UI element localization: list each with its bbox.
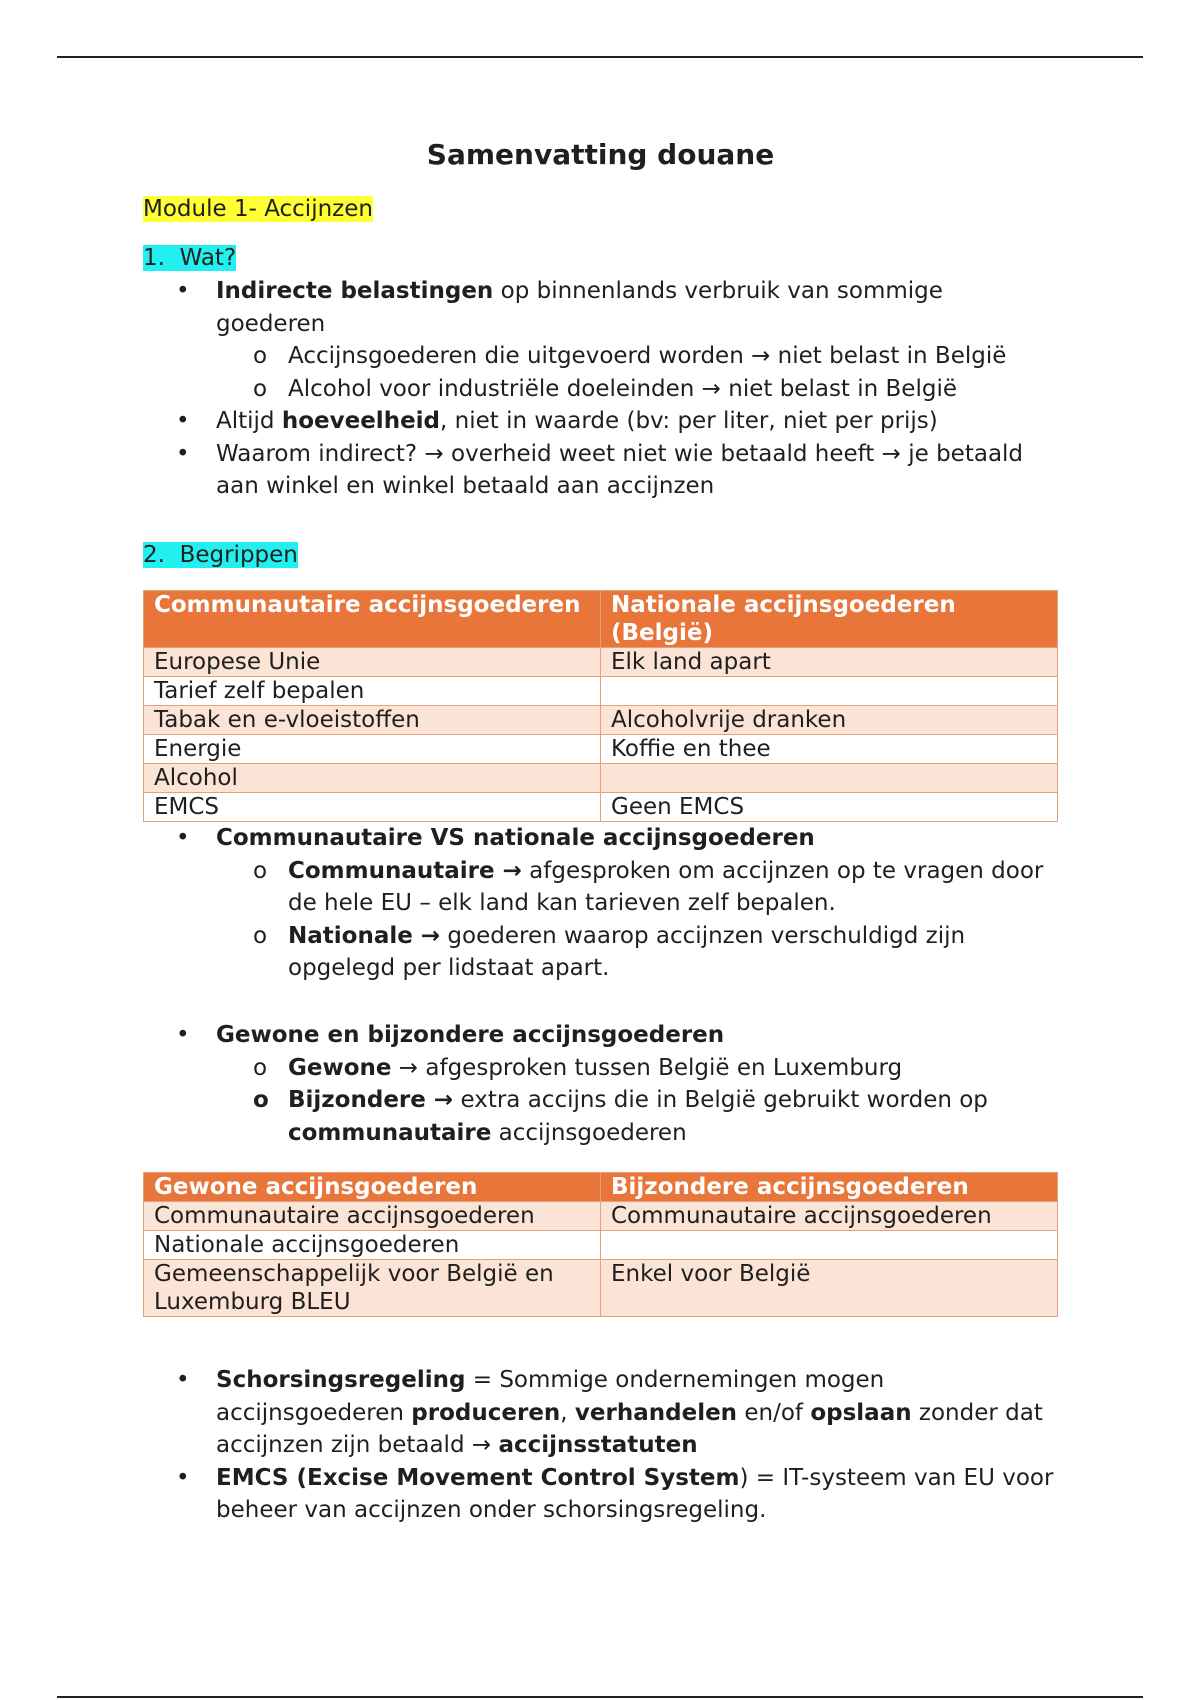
table-row: Gemeenschappelijk voor België en Luxemburg BLEU Enkel voor België (144, 1260, 1058, 1317)
list-item: • Waarom indirect? → overheid weet niet wie betaald heeft → je betaald aan winkel en winkel betaald aan accijnzen (143, 438, 1058, 503)
table-row: Energie Koffie en thee (144, 735, 1058, 764)
section-heading-wat: 1. Wat? (143, 245, 237, 271)
table-header: Communautaire accijnsgoederen (144, 591, 601, 648)
section-heading-begrippen: 2. Begrippen (143, 542, 298, 568)
table-row: Europese Unie Elk land apart (144, 648, 1058, 677)
section1-bullets (143, 275, 1058, 503)
list-item: • EMCS (Excise Movement Control System) = IT-systeem van EU voor beheer van accijnzen onder schorsingsregeling. (143, 1462, 1058, 1527)
list-item: o Bijzondere → extra accijns die in België gebruikt worden op communautaire accijnsgoederen (143, 1084, 1058, 1149)
cvn-bullets (143, 822, 1058, 985)
table-row: Tarief zelf bepalen (144, 677, 1058, 706)
gb-bullets (143, 1019, 1058, 1149)
page-title: Samenvatting douane (426, 138, 775, 171)
table-row: Nationale accijnsgoederen (144, 1231, 1058, 1260)
table-header: Nationale accijnsgoederen (België) (601, 591, 1058, 648)
list-item: • Communautaire VS nationale accijnsgoederen (143, 822, 1058, 855)
table-gewone-bijzondere (143, 1172, 1058, 1317)
list-item: o Gewone → afgesproken tussen België en Luxemburg (143, 1052, 1058, 1085)
table-row: Alcohol (144, 764, 1058, 793)
list-item: o Communautaire → afgesproken om accijnzen op te vragen door de hele EU – elk land kan tarieven zelf bepalen. (143, 855, 1058, 920)
table-header: Gewone accijnsgoederen (144, 1173, 601, 1202)
list-item: o Alcohol voor industriële doeleinden → niet belast in België (143, 373, 1058, 406)
table-communautaire-nationale (143, 590, 1058, 822)
schorsing-bullets (143, 1364, 1058, 1527)
table-row: Tabak en e-vloeistoffen Alcoholvrije dranken (144, 706, 1058, 735)
list-item: • Gewone en bijzondere accijnsgoederen (143, 1019, 1058, 1052)
list-item: • Altijd hoeveelheid, niet in waarde (bv: per liter, niet per prijs) (143, 405, 1058, 438)
table-row: Communautaire accijnsgoederen Communautaire accijnsgoederen (144, 1202, 1058, 1231)
list-item: • Schorsingsregeling = Sommige ondernemingen mogen accijnsgoederen produceren, verhandelen en/of opslaan zonder dat accijnzen zijn betaald → accijnsstatuten (143, 1364, 1058, 1462)
list-item: • Indirecte belastingen op binnenlands verbruik van sommige goederen (143, 275, 1058, 340)
table-header: Bijzondere accijnsgoederen (601, 1173, 1058, 1202)
table-row: EMCS Geen EMCS (144, 793, 1058, 822)
list-item: o Accijnsgoederen die uitgevoerd worden → niet belast in België (143, 340, 1058, 373)
list-item: o Nationale → goederen waarop accijnzen verschuldigd zijn opgelegd per lidstaat apart. (143, 920, 1058, 985)
module-label: Module 1- Accijnzen (143, 196, 373, 222)
header-rule (57, 56, 1143, 58)
footer-rule (57, 1696, 1143, 1698)
